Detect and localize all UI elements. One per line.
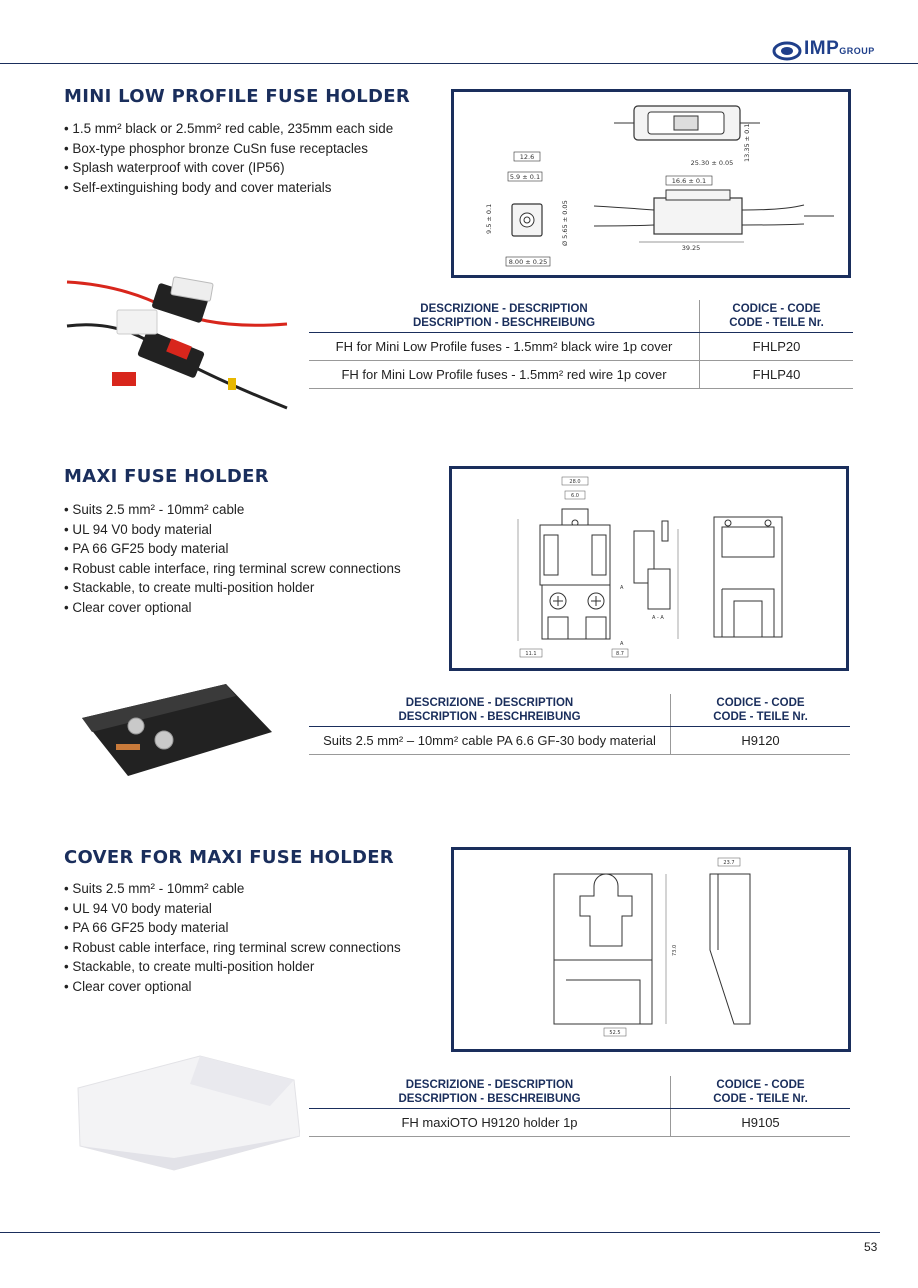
header-line: DESCRIPTION - BESCHREIBUNG <box>398 711 581 723</box>
header-line: DESCRIPTION - BESCHREIBUNG <box>412 317 596 329</box>
header-line: CODICE - CODE <box>732 303 821 315</box>
col-header-description <box>309 300 700 333</box>
dim-label: 5.9 ± 0.1 <box>509 173 541 181</box>
dim-label: 6.0 <box>571 493 579 499</box>
section-marker: A <box>620 641 624 647</box>
feature-item: • Clear cover optional <box>64 598 401 618</box>
row-description: Suits 2.5 mm² – 10mm² cable PA 6.6 GF-30 body material <box>309 727 671 755</box>
row-description: FH maxiOTO H9120 holder 1p <box>309 1109 671 1137</box>
header-line: DESCRIZIONE - DESCRIPTION <box>420 303 588 315</box>
product-table-maxi <box>309 694 850 755</box>
brand-name: IMP <box>804 38 840 59</box>
dim-label: 11.1 <box>525 651 537 657</box>
feature-item: • PA 66 GF25 body material <box>64 539 401 559</box>
product-table-cover <box>309 1076 850 1137</box>
table-row <box>309 361 853 389</box>
feature-item: • Box-type phosphor bronze CuSn fuse receptacles <box>64 139 393 159</box>
col-header-code <box>671 694 851 727</box>
dim-label: 16.6 ± 0.1 <box>671 177 707 185</box>
feature-item: • 1.5 mm² black or 2.5mm² red cable, 235mm each side <box>64 119 393 139</box>
page-number: 53 <box>864 1240 878 1254</box>
row-description: FH for Mini Low Profile fuses - 1.5mm² black wire 1p cover <box>309 333 700 361</box>
feature-item: • Stackable, to create multi-position holder <box>64 578 401 598</box>
dim-label: 8.7 <box>616 651 624 657</box>
header-line: CODICE - CODE <box>716 1079 805 1091</box>
table-row <box>309 1109 850 1137</box>
dim-label: 13.35 ± 0.1 <box>743 123 751 162</box>
feature-item: • UL 94 V0 body material <box>64 520 401 540</box>
dim-label: 8.00 ± 0.25 <box>508 258 548 266</box>
header-line: CODE - TEILE Nr. <box>713 1093 808 1105</box>
header-line: CODE - TEILE Nr. <box>729 317 824 329</box>
section-marker: A - A <box>652 615 664 621</box>
col-header-description <box>309 694 671 727</box>
header-line: CODICE - CODE <box>716 697 805 709</box>
dim-label: 9.5 ± 0.1 <box>485 203 493 234</box>
feature-item: • UL 94 V0 body material <box>64 899 401 919</box>
section-title-mini-fuse-holder: MINI LOW PROFILE FUSE HOLDER <box>64 86 411 107</box>
dim-label: 23.7 <box>723 860 735 866</box>
feature-item: • Suits 2.5 mm² - 10mm² cable <box>64 500 401 520</box>
row-code: FHLP20 <box>700 333 854 361</box>
feature-list-maxi <box>64 500 401 617</box>
table-row <box>309 333 853 361</box>
feature-item: • Stackable, to create multi-position holder <box>64 957 401 977</box>
row-code: H9120 <box>671 727 851 755</box>
product-table-mini <box>309 300 853 389</box>
dim-label: 12.6 <box>519 153 535 161</box>
col-header-code <box>700 300 854 333</box>
dim-label: Ø 5.65 ± 0.05 <box>561 200 569 246</box>
dim-label: 73.0 <box>672 944 678 956</box>
table-row <box>309 727 850 755</box>
feature-item: • PA 66 GF25 body material <box>64 918 401 938</box>
section-title-maxi-fuse-holder: MAXI FUSE HOLDER <box>64 466 269 487</box>
product-photo-maxi-fuse-holder <box>76 674 276 784</box>
dim-label: 25.30 ± 0.05 <box>690 159 734 167</box>
feature-item: • Robust cable interface, ring terminal screw connections <box>64 559 401 579</box>
technical-drawing-cover <box>451 847 851 1052</box>
technical-drawing-mini <box>451 89 851 278</box>
header-line: DESCRIZIONE - DESCRIPTION <box>405 1079 574 1091</box>
dim-label: 28.0 <box>569 479 581 485</box>
feature-list-mini <box>64 119 393 197</box>
dim-label: 39.25 <box>681 244 701 252</box>
feature-list-cover <box>64 879 401 996</box>
header-line: DESCRIZIONE - DESCRIPTION <box>405 697 574 709</box>
feature-item: • Suits 2.5 mm² - 10mm² cable <box>64 879 401 899</box>
footer-rule <box>0 1232 880 1233</box>
row-description: FH for Mini Low Profile fuses - 1.5mm² red wire 1p cover <box>309 361 700 389</box>
product-photo-cover <box>70 1048 300 1173</box>
brand-suffix: GROUP <box>839 46 875 56</box>
feature-item: • Self-extinguishing body and cover materials <box>64 178 393 198</box>
feature-item: • Robust cable interface, ring terminal screw connections <box>64 938 401 958</box>
col-header-code <box>671 1076 851 1109</box>
technical-drawing-maxi <box>449 466 849 671</box>
section-title-cover-maxi-fuse-holder: COVER FOR MAXI FUSE HOLDER <box>64 847 394 868</box>
feature-item: • Splash waterproof with cover (IP56) <box>64 158 393 178</box>
col-header-description <box>309 1076 671 1109</box>
product-photo-mini-fuse-holder <box>62 260 292 415</box>
row-code: H9105 <box>671 1109 851 1137</box>
brand-logo <box>804 38 875 60</box>
section-marker: A <box>620 585 624 591</box>
feature-item: • Clear cover optional <box>64 977 401 997</box>
row-code: FHLP40 <box>700 361 854 389</box>
header-line: DESCRIPTION - BESCHREIBUNG <box>398 1093 581 1105</box>
dim-label: 52.5 <box>609 1030 621 1036</box>
header-line: CODE - TEILE Nr. <box>713 711 808 723</box>
